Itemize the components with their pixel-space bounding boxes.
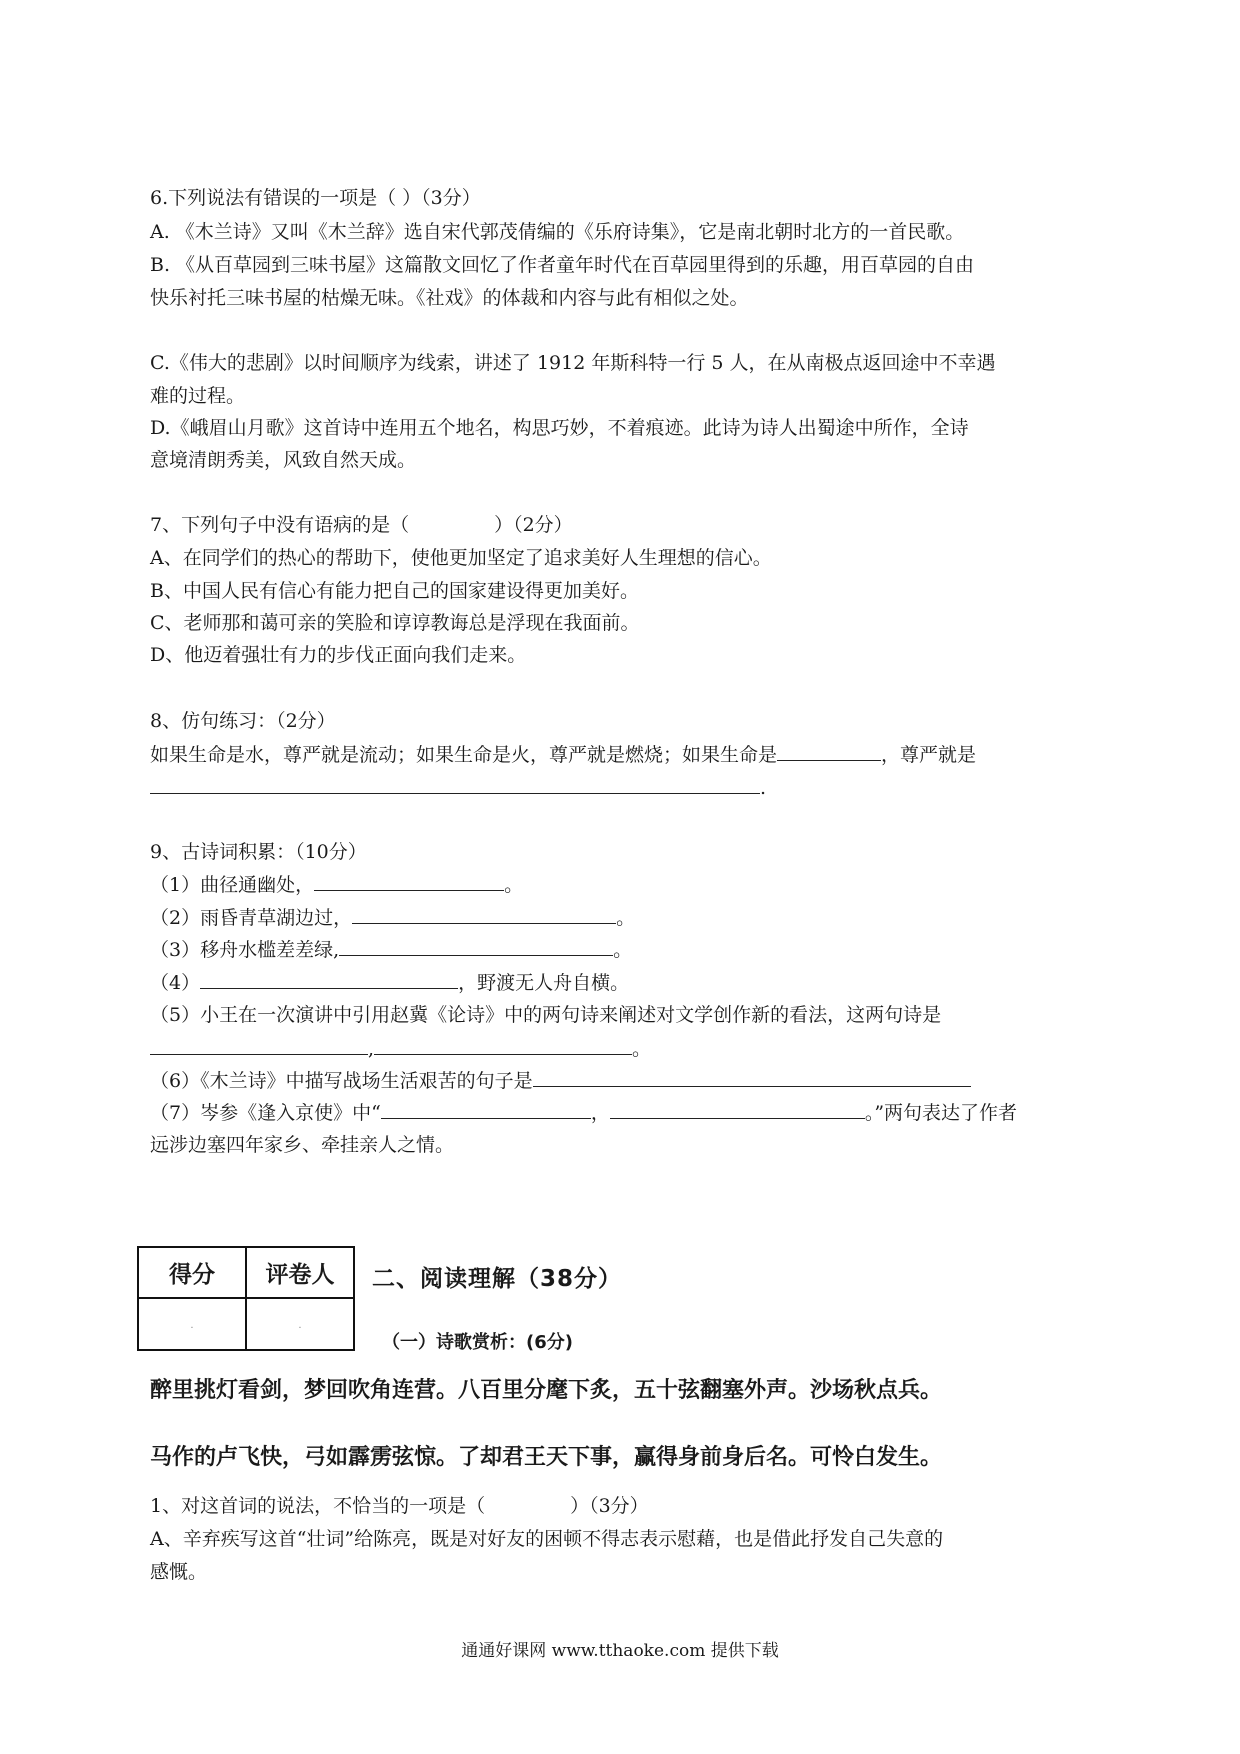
- q8-line1: 如果生命是水，尊严就是流动；如果生命是火，尊严就是燃烧；如果生命是 ，尊严就是: [150, 741, 976, 768]
- poem-line-1: 醉里挑灯看剑，梦回吹角连营。八百里分麾下炙，五十弦翻塞外声。沙场秋点兵。: [150, 1378, 943, 1403]
- q6-option-b-line2: 快乐衬托三味书屋的枯燥无味。《社戏》的体裁和内容与此有相似之处。: [150, 287, 749, 309]
- grader-cell-mark: ·: [298, 1323, 302, 1334]
- q9-item-3: （3）移舟水槛差差绿, 。: [150, 936, 632, 963]
- reading-q1-option-a-line1: A、辛弃疾写这首“壮词”给陈亮，既是对好友的困顿不得志表示慰藉，也是借此抒发自己失意的: [150, 1528, 944, 1550]
- section-2-title: 二、阅读理解（38分）: [372, 1266, 623, 1292]
- q9-blank-1[interactable]: [314, 871, 504, 891]
- q9-item-7-line2: 远涉边塞四年家乡、牵挂亲人之情。: [150, 1134, 455, 1156]
- q9-item-5: （5）小王在一次演讲中引用赵冀《论诗》中的两句诗来阐述对文学创作新的看法，这两句诗是: [150, 1004, 942, 1026]
- grader-header: 评卷人: [246, 1247, 354, 1298]
- q6-stem: 6.下列说法有错误的一项是（ ）（3分）: [150, 187, 481, 209]
- q9-blank-7a[interactable]: [381, 1099, 591, 1119]
- q6-option-c-line1: C.《伟大的悲剧》以时间顺序为线索，讲述了 1912 年斯科特一行 5 人，在从南极点返回途中不幸遇: [150, 352, 996, 374]
- page-footer: 通通好课网 www.tthaoke.com 提供下载: [461, 1641, 779, 1661]
- q6-option-d-line2: 意境清朗秀美，风致自然天成。: [150, 449, 417, 471]
- q9-blank-2[interactable]: [352, 904, 616, 924]
- q6-option-d-line1: D.《峨眉山月歌》这首诗中连用五个地名，构思巧妙，不着痕迹。此诗为诗人出蜀途中所作，全诗: [150, 417, 969, 439]
- reading-q1-stem: 1、对这首词的说法，不恰当的一项是（ ）（3分）: [150, 1495, 649, 1517]
- q8-blank-2[interactable]: [150, 774, 760, 794]
- q7-stem: 7、下列句子中没有语病的是（ ）（2分）: [150, 514, 573, 536]
- q8-blank-1[interactable]: [777, 741, 881, 761]
- q9-item-6: （6）《木兰诗》中描写战场生活艰苦的句子是: [150, 1067, 971, 1094]
- poem-line-2: 马作的卢飞快，弓如霹雳弦惊。了却君王天下事，赢得身前身后名。可怜白发生。: [150, 1445, 943, 1470]
- q9-stem: 9、古诗词积累：（10分）: [150, 841, 367, 863]
- q7-option-a: A、在同学们的热心的帮助下，使他更加坚定了追求美好人生理想的信心。: [150, 547, 772, 569]
- q9-item-5-answer: , 。: [150, 1035, 651, 1062]
- q9-blank-7b[interactable]: [610, 1099, 865, 1119]
- q9-blank-4[interactable]: [200, 969, 458, 989]
- q8-stem: 8、仿句练习：（2分）: [150, 710, 336, 732]
- q9-blank-6[interactable]: [533, 1067, 971, 1087]
- q7-option-b: B、中国人民有信心有能力把自己的国家建设得更加美好。: [150, 580, 639, 602]
- reading-q1-option-a-line2: 感慨。: [150, 1561, 208, 1583]
- q9-item-1: （1）曲径通幽处， 。: [150, 871, 523, 898]
- q6-option-b-line1: B. 《从百草园到三味书屋》这篇散文回忆了作者童年时代在百草园里得到的乐趣，用百草园的自由: [150, 254, 975, 276]
- score-table: [137, 1246, 355, 1351]
- q9-blank-5b[interactable]: [374, 1035, 632, 1055]
- q6-option-c-line2: 难的过程。: [150, 385, 246, 407]
- q9-item-2: （2）雨昏青草湖边过， 。: [150, 904, 635, 931]
- q9-blank-5a[interactable]: [150, 1035, 368, 1055]
- score-cell-mark: ·: [190, 1323, 194, 1334]
- q9-blank-3[interactable]: [339, 936, 613, 956]
- q9-item-4: （4） ，野渡无人舟自横。: [150, 969, 629, 996]
- score-cell[interactable]: [138, 1298, 246, 1350]
- q9-item-7: （7）岑参《逢入京使》中“ ， 。”两句表达了作者: [150, 1099, 1017, 1126]
- q8-line2: .: [150, 774, 766, 801]
- score-header: 得分: [138, 1247, 246, 1298]
- grader-cell[interactable]: [246, 1298, 354, 1350]
- section-2-subtitle: （一）诗歌赏析：(6分): [382, 1332, 573, 1353]
- q6-option-a: A. 《木兰诗》又叫《木兰辞》选自宋代郭茂倩编的《乐府诗集》，它是南北朝时北方的一首民歌。: [150, 221, 965, 243]
- q7-option-c: C、老师那和蔼可亲的笑脸和谆谆教诲总是浮现在我面前。: [150, 612, 640, 634]
- q7-option-d: D、他迈着强壮有力的步伐正面向我们走来。: [150, 644, 527, 666]
